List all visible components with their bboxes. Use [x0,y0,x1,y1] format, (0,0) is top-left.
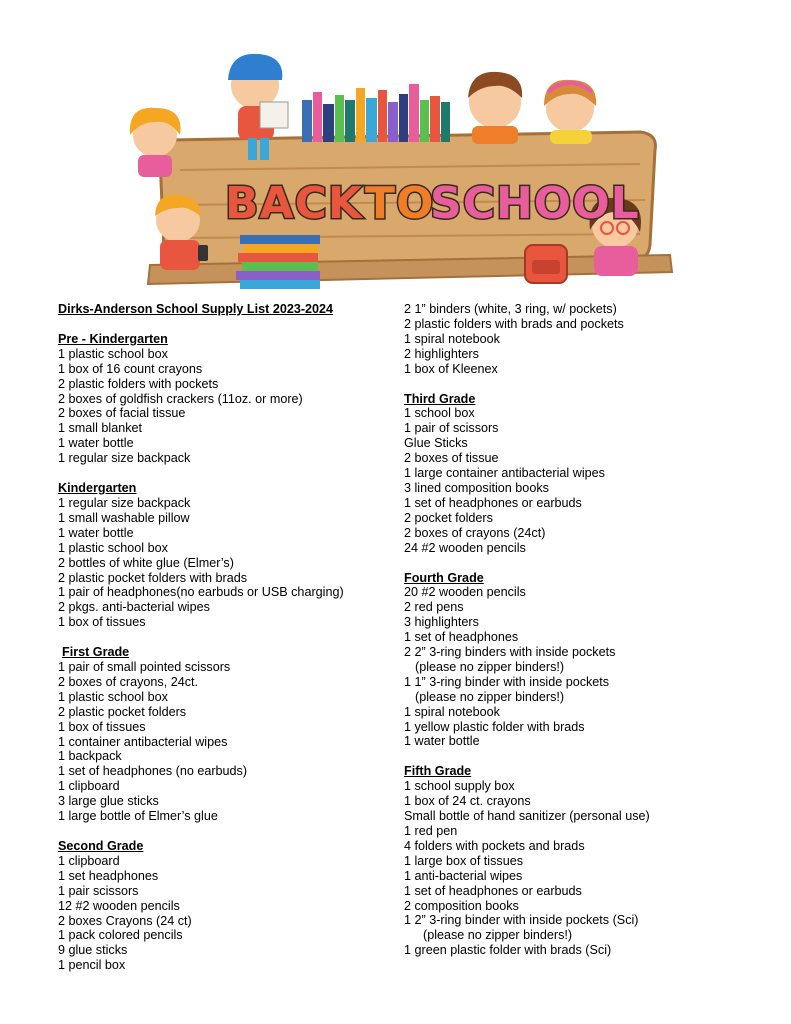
list-item: 1 water bottle [58,525,134,540]
list-item: 24 #2 wooden pencils [404,540,526,555]
document-title: Dirks-Anderson School Supply List 2023-2024 [58,302,334,316]
list-item: 3 highlighters [404,615,479,630]
list-item: 1 1” 3-ring binder with inside pockets [404,674,610,689]
list-item: 1 spiral notebook [404,704,500,719]
boy-leaning-icon [468,72,522,144]
section-title: First Grade [62,645,130,660]
list-item: 2 2” 3-ring binders with inside pockets [404,645,616,660]
banner-text-to: TO [365,178,435,229]
section-title: Pre - Kindergarten [58,331,168,346]
list-item: 1 set of headphones or earbuds [404,883,582,898]
list-item: 20 #2 wooden pencils [404,585,526,600]
list-item: 1 red pen [404,824,458,838]
list-item: 2 composition books [404,898,519,913]
section-title: Kindergarten [58,481,137,496]
list-item: 1 small blanket [58,421,142,436]
list-item: 1 school supply box [404,779,515,794]
right-column [404,302,774,958]
list-item: 1 small washable pillow [58,510,190,525]
list-item: 2 plastic pocket folders with brads [58,570,247,585]
book-stack-icon [236,235,320,289]
list-item: 2 red pens [404,600,464,615]
list-item: 1 set of headphones or earbuds [404,495,582,510]
list-item: 1 set of headphones [404,630,519,645]
list-item: 1 regular size backpack [58,495,191,510]
list-item: 1 pair of small pointed scissors [58,660,231,675]
list-item: 2 boxes of crayons (24ct) [404,525,546,540]
list-item: 1 backpack [58,749,122,764]
list-item: 1 school box [404,406,475,421]
back-to-school-banner [110,40,690,295]
list-item: 1 plastic school box [58,540,168,555]
list-item: 1 water bottle [58,436,134,451]
list-item: (please no zipper binders!) [415,659,565,674]
section-first-grade [58,645,388,824]
list-item: 2 boxes of facial tissue [58,406,186,421]
list-item: 1 yellow plastic folder with brads [404,719,585,734]
left-column [58,302,388,973]
list-item: 1 container antibacterial wipes [58,734,228,749]
list-item: 2 pocket folders [404,510,493,525]
list-item: 2 1” binders (white, 3 ring, w/ pockets) [404,302,617,316]
list-item: Small bottle of hand sanitizer (personal use) [404,809,650,824]
list-item: 2 plastic pocket folders [58,704,187,719]
list-item: 1 box of 16 count crayons [58,361,203,376]
list-item: 2 bottles of white glue (Elmer’s) [58,555,234,570]
list-item: 4 folders with pockets and brads [404,838,585,853]
list-item: 1 green plastic folder with brads (Sci) [404,943,612,958]
list-item: 1 box of 24 ct. crayons [404,794,531,809]
list-item: (please no zipper binders!) [415,689,565,704]
list-item: 1 box of Kleenex [404,361,498,376]
list-item: 1 clipboard [58,779,120,794]
list-item: 1 2” 3-ring binder with inside pockets (Sci) [404,913,639,928]
list-item: 3 lined composition books [404,480,549,495]
list-item: 1 clipboard [58,853,120,868]
list-item: 1 plastic school box [58,346,168,361]
list-item: 1 large bottle of Elmer’s glue [58,809,218,824]
list-item: 1 spiral notebook [404,331,500,346]
section-second-grade [58,839,388,973]
list-item: 1 large box of tissues [404,853,524,868]
list-item: 1 plastic school box [58,689,168,704]
list-item: 2 highlighters [404,346,479,361]
book-row-icon [302,84,450,142]
list-item: 3 large glue sticks [58,794,159,809]
section-continued [404,302,774,377]
section-fourth-grade [404,571,774,750]
list-item: 2 boxes of tissue [404,451,499,466]
section-title: Third Grade [404,391,476,406]
list-item: 1 pack colored pencils [58,928,183,943]
list-item: 9 glue sticks [58,943,128,958]
list-item: 2 boxes of goldfish crackers (11oz. or more) [58,391,303,406]
list-item: 2 boxes of crayons, 24ct. [58,674,199,689]
left-sections [58,332,388,973]
list-item: 1 box of tissues [58,719,146,734]
list-item: 1 pair scissors [58,883,139,898]
list-item: 1 pair of headphones(no earbuds or USB charging) [58,585,344,600]
list-item: 2 plastic folders with brads and pockets [404,316,624,331]
right-sections [404,302,774,958]
section-pre-kindergarten [58,332,388,466]
list-item: 1 box of tissues [58,615,146,630]
list-item: 1 set headphones [58,868,159,883]
list-item: 1 set of headphones (no earbuds) [58,764,248,779]
list-item: 1 large container antibacterial wipes [404,466,605,481]
list-item: 1 pair of scissors [404,421,499,436]
section-title: Fourth Grade [404,570,484,585]
list-item: 1 anti-bacterial wipes [404,868,523,883]
list-item: (please no zipper binders!) [423,928,573,943]
section-title: Second Grade [58,839,144,853]
banner-text-back: BACK [225,178,363,229]
section-title: Fifth Grade [404,764,472,779]
list-item: 12 #2 wooden pencils [58,898,180,913]
list-item: Glue Sticks [404,436,468,451]
list-item: 1 regular size backpack [58,451,191,466]
girl-headband-icon [544,80,596,144]
list-item: 2 pkgs. anti-bacterial wipes [58,600,210,615]
back-to-school-title [225,178,640,229]
list-item: 1 water bottle [404,734,480,749]
banner-text-school: SCHOOL [430,178,640,229]
list-item: 2 plastic folders with pockets [58,376,219,391]
backpack-icon [525,245,567,283]
list-item: 1 pencil box [58,958,126,973]
section-third-grade [404,392,774,556]
section-fifth-grade [404,764,774,958]
section-kindergarten [58,481,388,630]
list-item: 2 boxes Crayons (24 ct) [58,913,192,928]
